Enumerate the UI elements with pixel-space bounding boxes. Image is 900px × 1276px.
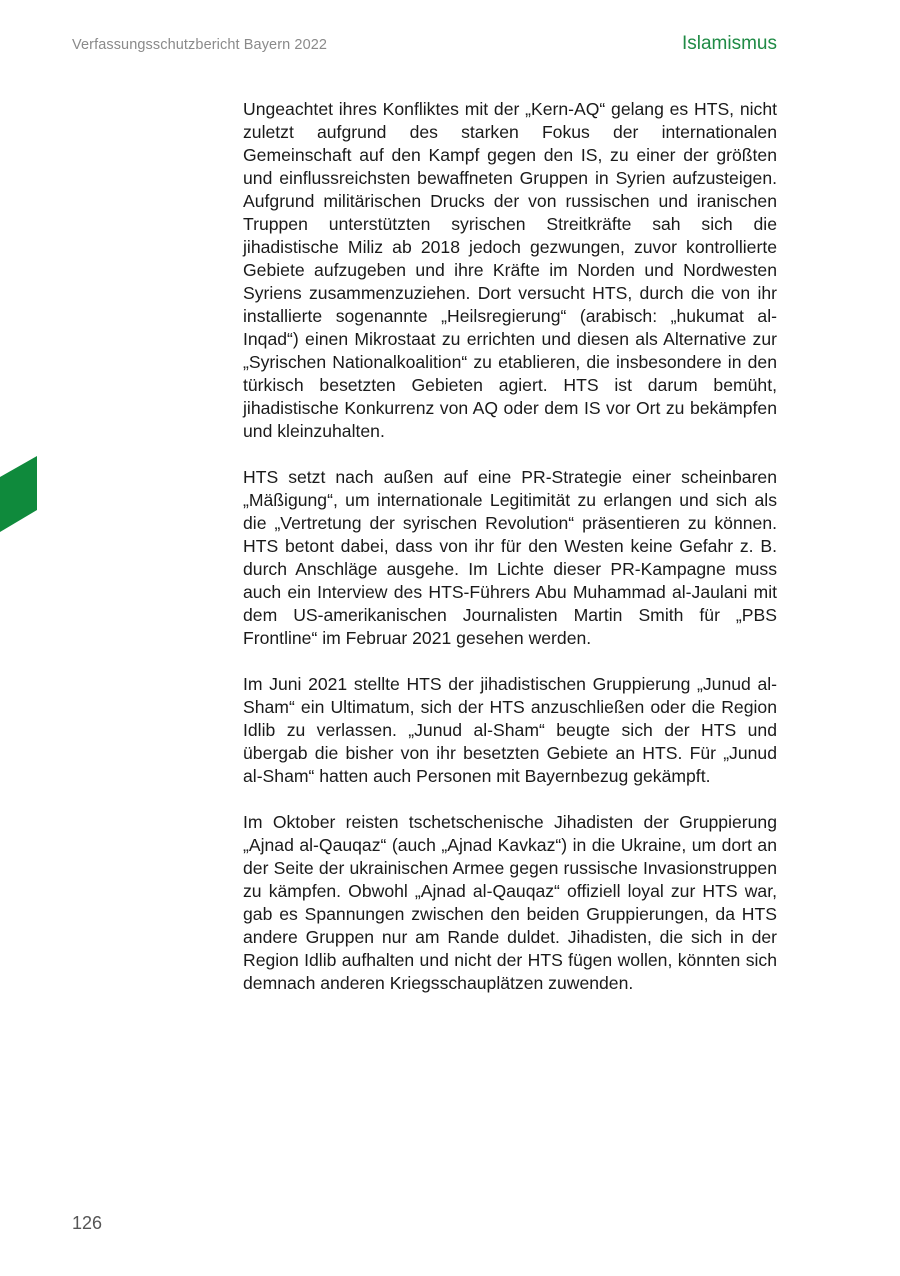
paragraph-2: HTS setzt nach außen auf eine PR-Strategie einer scheinbaren „Mäßigung“, um internationale Legitimität zu erlangen und sich als die „Vertretung der syrischen Revolution“ präsentieren zu können. HTS betont dabei, dass von ihr für den Westen keine Gefahr z. B. durch Anschläge ausgehe. Im Lichte dieser PR-Kampagne muss auch ein Interview des HTS-Führers Abu Muhammad al-Jaulani mit dem US-amerikanischen Journalisten Martin Smith für „PBS Frontline“ im Februar 2021 gesehen werden. [243,467,777,648]
paragraph-4: Im Oktober reisten tschetschenische Jihadisten der Gruppierung „Ajnad al-Qauqaz“ (auch „Ajnad Kavkaz“) in die Ukraine, um dort an der Seite der ukrainischen Armee gegen russische Invasionstruppen zu kämpfen. Obwohl „Ajnad al-Qauqaz“ offiziell loyal zur HTS war, gab es Spannungen zwischen den beiden Gruppierungen, da HTS andere Gruppen nur am Rande duldet. Jihadisten, die sich in der Region Idlib aufhalten und nicht der HTS fügen wollen, könnten sich demnach anderen Kriegsschauplätzen zuwenden. [243,812,777,993]
paragraph-1: Ungeachtet ihres Konfliktes mit der „Kern-AQ“ gelang es HTS, nicht zuletzt aufgrund des starken Fokus der internationalen Gemeinschaft auf den Kampf gegen den IS, zu einer der größten und einflussreichsten bewaffneten Gruppen in Syrien aufzusteigen. Aufgrund militärischen Drucks der von russischen und iranischen Truppen unterstützten syrischen Streitkräfte sah sich die jihadistische Miliz ab 2018 jedoch gezwungen, zuvor kontrollierte Gebiete aufzugeben und ihre Kräfte im Norden und Nordwesten Syriens zusammenzuziehen. Dort versucht HTS, durch die von ihr installierte sogenannte „Heilsregierung“ (arabisch: „hukumat al-Inqad“) einen Mikrostaat zu errichten und diesen als Alternative zur „Syrischen Nationalkoalition“ zu etablieren, die insbesondere in den türkisch besetzten Gebieten agiert. HTS ist darum bemüht, jihadistische Konkurrenz von AQ oder dem IS vor Ort zu bekämpfen und kleinzuhalten. [243,99,777,441]
running-head-publication: Verfassungsschutzbericht Bayern 2022 [72,37,328,53]
main-text [243,98,777,1018]
page-number: 126 [72,1213,103,1233]
section-tab-marker [0,456,37,532]
running-head-section: Islamismus [681,33,777,54]
paragraph-3: Im Juni 2021 stellte HTS der jihadistischen Gruppierung „Junud al-Sham“ ein Ultimatum, sich der HTS anzuschließen oder die Region Idlib zu verlassen. „Junud al-Sham“ beugte sich der HTS und übergab die bisher von ihr besetzten Gebiete an HTS. Für „Junud al-Sham“ hatten auch Personen mit Bayernbezug gekämpft. [243,674,777,786]
